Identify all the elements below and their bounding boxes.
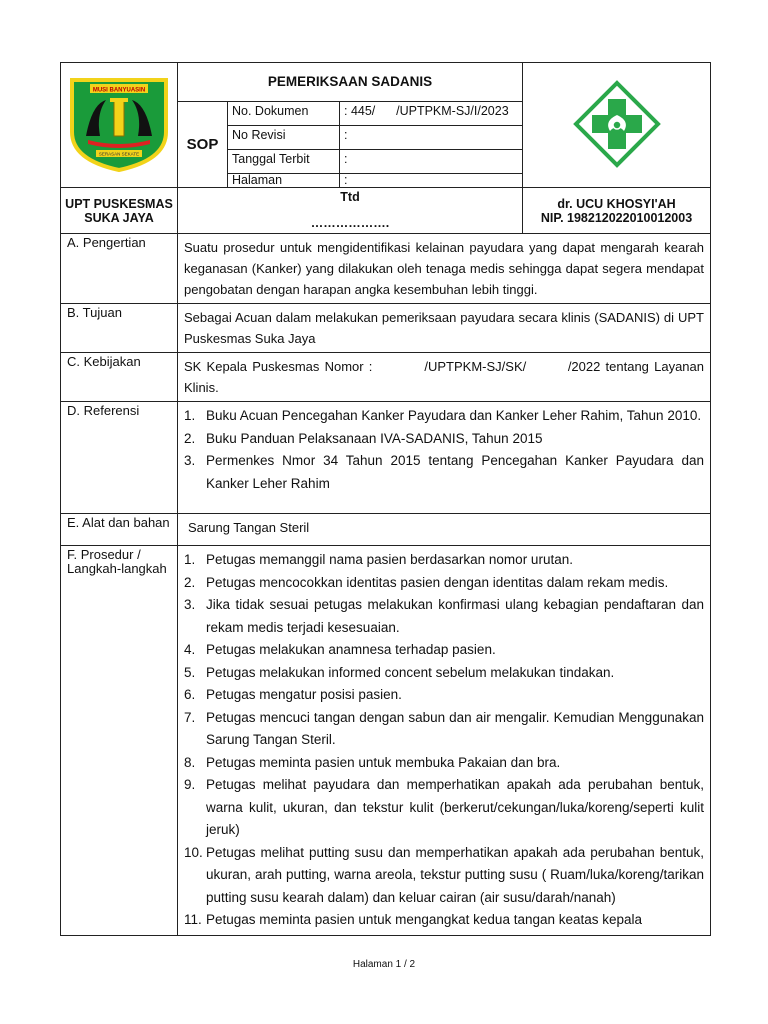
list-item-text: Petugas melakukan informed concent sebelum melakukan tindakan. (206, 664, 615, 680)
list-item-number: 8. (184, 754, 196, 770)
list-item (184, 450, 704, 495)
list-item-text: Jika tidak sesuai petugas melakukan konfirmasi ulang kebagian pendaftaran dan rekam medis terjadi kesesuaian. (206, 597, 704, 635)
organization-name: UPT PUSKESMAS SUKA JAYA (61, 188, 178, 234)
list-item-number: 3. (184, 453, 196, 468)
list-item (184, 707, 704, 752)
list-item (184, 752, 704, 775)
meta-label-tanggal-terbit: Tanggal Terbit (228, 150, 340, 174)
meta-label-halaman: Halaman (228, 174, 340, 188)
signature-block (178, 188, 523, 234)
section-label-referensi: D. Referensi (61, 402, 178, 514)
list-item (184, 639, 704, 662)
list-item (184, 405, 704, 428)
list-item-number: 1. (184, 408, 196, 423)
list-item-text: Buku Acuan Pencegahan Kanker Payudara dan Kanker Leher Rahim, Tahun 2010. (206, 408, 702, 423)
list-item (184, 909, 704, 932)
meta-value-no-dokumen: : 445/ /UPTPKM-SJ/I/2023 (340, 102, 523, 126)
meta-value-no-revisi: : (340, 126, 523, 150)
document-title: PEMERIKSAAN SADANIS (178, 63, 523, 102)
list-item-number: 4. (184, 642, 196, 657)
list-item-text: Petugas mengatur posisi pasien. (206, 687, 402, 702)
list-item (184, 594, 704, 639)
list-item-number: 6. (184, 687, 196, 702)
puskesmas-logo-cell (523, 63, 711, 188)
list-item-number: 1. (184, 552, 196, 567)
list-item-text: Buku Panduan Pelaksanaan IVA-SADANIS, Tahun 2015 (206, 430, 543, 446)
section-list-prosedur (178, 546, 711, 936)
list-item-number: 10. (184, 844, 203, 860)
referensi-list (184, 405, 704, 495)
logo-text-top: MUSI BANYUASIN (92, 87, 146, 93)
section-label-alat: E. Alat dan bahan (61, 514, 178, 546)
signature-ttd: Ttd (340, 190, 360, 204)
list-item-number: 7. (184, 709, 196, 725)
section-text-alat: Sarung Tangan Steril (178, 514, 711, 546)
list-item (184, 684, 704, 707)
meta-label-no-revisi: No Revisi (228, 126, 340, 150)
list-item-text: Petugas melihat payudara dan memperhatikan apakah ada perubahan bentuk, warna kulit, ukuran, dan tekstur kulit (berkerut/cekungan/luka/koreng/seperti kulit jeruk) (206, 777, 704, 837)
list-item-number: 3. (184, 597, 196, 612)
list-item (184, 774, 704, 842)
section-text-kebijakan: SK Kepala Puskesmas Nomor : /UPTPKM-SJ/SK/ /2022 tentang Layanan Klinis. (178, 353, 711, 402)
section-list-referensi (178, 402, 711, 514)
list-item-text: Petugas melakukan anamnesa terhadap pasien. (206, 642, 496, 657)
section-label-tujuan: B. Tujuan (61, 304, 178, 353)
signer-nip: NIP. 198212022010012003 (540, 210, 693, 225)
signer-block (523, 188, 711, 234)
section-text-tujuan: Sebagai Acuan dalam melakukan pemeriksaan payudara secara klinis (SADANIS) di UPT Puskesmas Suka Jaya (178, 304, 711, 353)
list-item-number: 2. (184, 430, 196, 446)
puskesmas-cross-logo (572, 79, 662, 169)
signer-name: dr. UCU KHOSYI'AH (557, 196, 676, 211)
sop-table (60, 62, 711, 936)
list-item (184, 428, 704, 451)
list-item (184, 662, 704, 685)
list-item-text: Petugas meminta pasien untuk mengangkat kedua tangan keatas kepala (206, 912, 643, 927)
list-item-text: Petugas mencuci tangan dengan sabun dan air mengalir. Kemudian Menggunakan Sarung Tangan Steril. (206, 709, 704, 747)
list-item-text: Petugas mencocokkan identitas pasien dengan identitas dalam rekam medis. (206, 574, 669, 590)
list-item-number: 5. (184, 664, 196, 680)
section-label-kebijakan: C. Kebijakan (61, 353, 178, 402)
list-item (184, 549, 704, 572)
list-item-number: 11. (184, 912, 202, 927)
meta-value-halaman: : (340, 174, 523, 188)
meta-label-no-dokumen: No. Dokumen (228, 102, 340, 126)
list-item-number: 2. (184, 574, 196, 590)
list-item-text: Petugas memanggil nama pasien berdasarkan nomor urutan. (206, 552, 573, 567)
section-label-prosedur: F. Prosedur / Langkah-langkah (61, 546, 178, 936)
section-label-pengertian: A. Pengertian (61, 234, 178, 304)
regency-shield-logo (66, 74, 172, 174)
list-item-text: Petugas meminta pasien untuk membuka Pakaian dan bra. (206, 754, 561, 770)
signature-dots: ………………. (310, 216, 390, 230)
logo-text-bottom: SERASAN SEKATE (98, 151, 140, 156)
list-item-number: 9. (184, 777, 196, 792)
meta-value-tanggal-terbit: : (340, 150, 523, 174)
list-item (184, 572, 704, 595)
list-item-text: Permenkes Nmor 34 Tahun 2015 tentang Pencegahan Kanker Payudara dan Kanker Leher Rahim (206, 453, 704, 491)
prosedur-list (184, 549, 704, 932)
regency-logo-cell (61, 63, 178, 188)
list-item (184, 842, 704, 910)
sop-label: SOP (178, 102, 228, 188)
section-text-pengertian: Suatu prosedur untuk mengidentifikasi kelainan payudara yang dapat mengarah kearah keganasan (Kanker) yang dilakukan oleh tenaga medis sehingga dapat segera mendapat pengobatan dengan harapan angka kesembuhan lebih tinggi. (178, 234, 711, 304)
list-item-text: Petugas melihat putting susu dan memperhatikan apakah ada perubahan bentuk, ukuran, arah putting, warna areola, tekstur putting susu ( Ruam/luka/koreng/tarikan putting susu kearah dalam) dan keluar cairan (air susu/darah/nanah) (206, 844, 704, 905)
page-footer: Halaman 1 / 2 (352, 959, 416, 970)
